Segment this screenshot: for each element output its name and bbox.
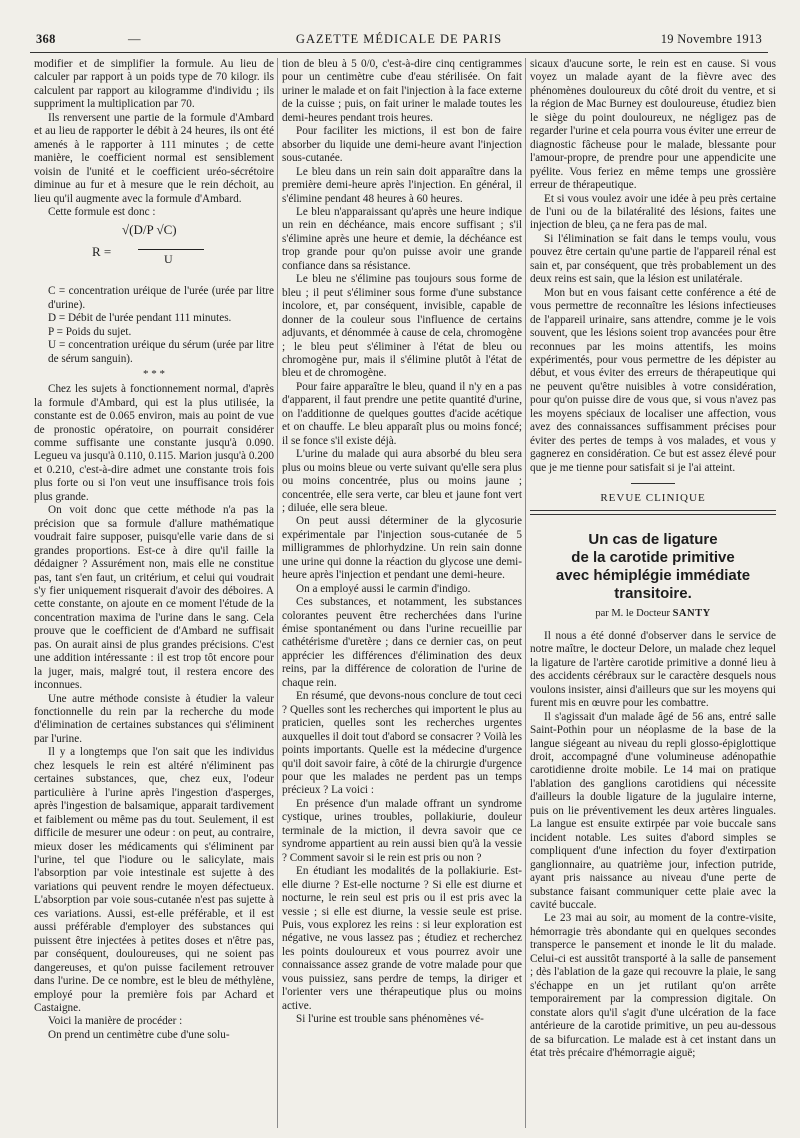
article-title [530,531,776,603]
paragraph: En étudiant les modalités de la pollakiurie. Est-elle diurne ? Est-elle nocturne ? Si elle est diurne et nocturne, le rein seul est pris ou il est pris avec la vessie ; si elle est diurne, la vessie seule est prise. Puis, vous explorez les reins : si leur exploration est négative, ne vous lassez pas ; étudiez et recherchez les points douloureux et vous pourrez avoir une connaissance assez grande de votre malade pour que vous puissiez, sans perdre de temps, la diriger et l'orienter vers une thérapeutique plus ou moins active. [282,865,522,1012]
paragraph: Mon but en vous faisant cette conférence a été de vous permettre de reconnaître les lésions infectieuses de l'appareil urinaire, sans attendre, comme je le vois souvent, que les lésions soient trop avancées pour être reconnues par les moins attentifs, les moins expérimentés, pour vous permettre de les dépister au début, et vous éviter des erreurs de thérapeutique qui ne peuvent qu'être nuisibles à votre considération, pour qu'on puisse dire de vous que, si vous n'avez pas les moyens spéciaux de localiser une affection, vous avez des connaissances suffisamment précises pour éviter des pertes de temps à vos malades, et vous y gagnerez en considération. Ce but est assez élevé pour que je me tienne pour satisfait si je l'ai atteint. [530,286,776,474]
paragraph: Pour faciliter les mictions, il est bon de faire absorber du liquide une demi-heure avant l'injection sous-cutanée. [282,125,522,165]
paragraph: Le bleu ne s'élimine pas toujours sous forme de bleu ; il peut s'éliminer sous forme d'une substance incolore, et, par conséquent, invisible, capable de donner de la couleur sous l'influence de certains adjuvants, et dénommée à cause de cela, chromogène ; le bleu peut s'éliminer à l'état de bleu ou chromogène pur, mais il s'élimine plutôt à l'état de bleu et de chromogène. [282,273,522,380]
formula-numerator: √(D/P √C) [122,222,177,238]
formula [34,223,274,279]
column-divider [525,58,526,1128]
article-title-line: Un cas de ligature [588,530,718,548]
paragraph: Le bleu dans un rein sain doit apparaître dans la première demi-heure après l'injection. En général, il s'élimine pendant 48 heures à 60 heures. [282,165,522,205]
double-rule [530,510,776,515]
paragraph: Une autre méthode consiste à étudier la valeur fonctionnelle du rein par la recherche du mode d'élimination de certaines substances qui s'éliminent par l'urine. [34,692,274,745]
paragraph: Le bleu n'apparaissant qu'après une heure indique un rein en déchéance, mais encore suffisant ; s'il s'élimine après une heure et demie, la déchéance est trop grande pour qu'on puisse avoir une grande confiance dans sa résistance. [282,205,522,272]
paragraph: Il s'agissait d'un malade âgé de 56 ans, entré salle Saint-Pothin pour un néoplasme de la base de la langue siégeant au niveau du repli glosso-épiglottique droit, accompagné d'une volumineuse adénopathie carotidienne droite mobile. Le 14 mai on pratique l'ablation des ganglions carotidiens qui nécessite d'ailleurs la double ligature de la jugulaire interne, puis on lie préventivement les deux artères linguales. La langue est ensuite extirpée par voie buccale sans incident notable. Les suites d'abord simples se compliquent d'une infection du foyer d'extirpation ganglionnaire, au quatrième jour, infection putride, ayant pris naissance au niveau d'une perte de substance faisant communiquer cette plaie avec la cavité buccale. [530,710,776,912]
header-rule [30,52,768,53]
column-1 [34,58,274,1128]
definition: D = Débit de l'urée pendant 111 minutes. [48,312,232,325]
paragraph: Il nous a été donné d'observer dans le service de notre maître, le docteur Delore, un malade chez lequel la ligature de l'artère carotide primitive a donné lieu à des accidents cérébraux sur le caractère desquels nous voulons insister, ainsi d'ailleurs que sur les moyens qui furent mis en œuvre pour les combattre. [530,629,776,710]
formula-lhs: R = [92,244,112,260]
paragraph: Si l'urine est trouble sans phénomènes vé- [296,1013,484,1026]
paragraph: tion de bleu à 5 0/0, c'est-à-dire cinq centigrammes pour un centimètre cube d'eau stérilisée. On fait uriner le malade et on fait l'injection à la face externe de la cuisse ; puis, on fait uriner le malade toutes les demi-heures pendant trois heures. [282,58,522,124]
byline-prefix: par M. le Docteur [595,607,670,619]
column-3 [530,58,776,1128]
section-heading: REVUE CLINIQUE [600,492,706,505]
paragraph: On voit donc que cette méthode n'a pas la précision que sa formule d'allure mathématique voudrait faire supposer, puisqu'elle varie dans de si grandes proportions. Est-ce à dire qu'il faille la dédaigner ? Assurément non, mais elle ne constitue pas, tant s'en faut, un critérium, et celui qui voudrait s'y fier uniquement risquerait d'avoir des déboires. A cette constante, on ajoute en ce moment l'étude de la concentration maxima de l'urine dans le sang. Cela prouve que le coefficient de d'Ambard ne suffisait pas. On aurait ainsi de plus grandes précisions. C'est une addition intéressante : il est trop tôt encore pour la juger, mais, malgré tout, il restera encore des inconnues. [34,504,274,692]
header-dash: — [128,32,141,46]
paragraph: On peut aussi déterminer de la glycosurie expérimentale par l'injection sous-cutanée de 5 milligrammes de phlorhydzine. Un rein sain donne une urine qui donne la réaction du glycose une demi-heure après l'injection et pendant une demi-heure. [282,515,522,582]
definitions [34,285,274,366]
definition: U = concentration uréique du sérum (urée par litre de sérum sanguin). [48,339,274,365]
definition: C = concentration uréique de l'urée (urée par litre d'urine). [48,285,274,311]
fraction-bar [138,249,204,250]
paragraph: En résumé, que devons-nous conclure de tout ceci ? Quelles sont les recherches qui importent le plus au praticien, quelles sont les recherches urgentes auxquelles il doit tout d'abord se consacrer ? Voilà les points importants. Quelle est la médecine d'urgence qu'il doit savoir faire, à côté de la chirurgie d'urgence pour que les malades ne perdent pas un temps précieux ? La voici : [282,690,522,797]
paragraph: L'urine du malade qui aura absorbé du bleu sera plus ou moins bleue ou verte suivant qu'elle sera plus ou moins concentrée, plus ou moins jaune ; concentrée, elle sera verte, car bleu et jaune font vert ; diluée, elle sera bleue. [282,448,522,514]
separator-rule [631,483,675,484]
issue-date: 19 Novembre 1913 [660,32,762,46]
paragraph: Voici la manière de procéder : [48,1015,183,1028]
paragraph: Cette formule est donc : [48,205,156,218]
author-name: SANTY [672,607,711,619]
page-number: 368 [36,32,56,46]
paragraph: Chez les sujets à fonctionnement normal, d'après la formule d'Ambard, qui est la plus utilisée, la constante est de 0.065 environ, mais au point de vue de pronostic opératoire, on pourrait considérer comme suffisante une constante jusqu'à 0.090. Legueu va jusqu'à 0.110, 0.115. Marion jusqu'à 0.200 et 0.210, c'est-à-dire admet une constante trois fois plus forte ou si l'on veut une insuffisance trois fois plus grande. [34,383,274,503]
paragraph: Il y a longtemps que l'on sait que les individus chez lesquels le rein est altéré n'éliminent pas certaines substances, que, chez eux, l'odeur particulière à l'urine après l'ingestion d'asperges, après l'ingestion de balsamique, apparait tardivement et faiblement ou même pas du tout. Seulement, il est difficile de mesurer une odeur : on peut, au contraire, mieux doser les médicaments qui s'éliminent par l'urine, tel que l'iodure ou le salicylate, mais l'absorption par voie intestinale est sujette à des variations qui peuvent rendre le moyen défectueux. L'absorption par voie sous-cutanée n'est pas sujette à ces variations. Aussi, est-elle préférable, et il est aussi préférable d'employer des substances qui puissent être injectées à petites doses et n'être pas, par conséquent, douloureuses, qui ne soient pas dangereuses, et qu'on puisse facilement retrouver dans l'urine. De ce nombre, est le bleu de méthylène, employé pour la première fois par Achard et Castaigne. [34,746,274,1014]
byline [530,607,776,620]
definition: P = Poids du sujet. [48,325,132,338]
page-header [36,28,762,50]
paragraph: Si l'élimination se fait dans le temps voulu, vous pouvez être certain qu'une partie de l'appareil rénal est sain et, par conséquent, que très probablement un des deux reins est sain, que la lésion est unilatérale. [530,232,776,286]
paragraph: En présence d'un malade offrant un syndrome cystique, urines troubles, pollakiurie, douleur terminale de la miction, il devra savoir que ce syndrome appartient au rein aussi bien qu'à la vessie ? Comment savoir si le rein est pris ou non ? [282,797,522,864]
paragraph: Ces substances, et notamment, les substances colorantes peuvent être recherchées dans l'urine émise spontanément ou dans l'urine recueillie par cathétérisme d'uretère ; dans ce dernier cas, on peut apprécier les différences d'élimination des deux reins, par la différence de coloration de l'urine de chaque rein. [282,596,522,689]
paragraph: Ils renversent une partie de la formule d'Ambard et au lieu de rapporter le débit à 24 heures, ils ont été amenés à le rapporter à 111 minutes ; de cette manière, le coefficient normal est sensiblement voisin de l'unité et le coefficient uréo-sécrétoire diminue au fur et à mesure que le rein déchoit, au lieu qu'il augmente avec la formule d'Ambard. [34,111,274,205]
section-stars: * * * [143,368,165,381]
paragraph: modifier et de simplifier la formule. Au lieu de calculer par rapport à un poids type de 70 kilogr. ils calculent par rapport au kilogramme d'individu ; ils suppriment la multiplication par 70. [34,58,274,111]
paragraph: Pour faire apparaître le bleu, quand il n'y en a pas d'apparent, il faut prendre une petite quantité d'urine, on l'additionne de quelques gouttes d'acide acétique et on chauffe. Le bleu apparaît plus ou moins foncé; il se fonce s'il existe déjà. [282,380,522,447]
journal-title: GAZETTE MÉDICALE DE PARIS [295,32,503,46]
paragraph: Le 23 mai au soir, au moment de la contre-visite, hémorragie très abondante qui en quelques secondes transperce le pansement et inonde le lit du malade. Celui-ci est aussitôt transporté à la salle de pansement ; dès l'ablation de la gaze qui recouvre la plaie, le sang s'échappe en un jet rutilant qu'on arrête temporairement par la compression digitale. On constate alors qu'il s'agit d'une ulcération de la face antérieure de la carotide primitive, un peu au-dessous de sa bifurcation. Le malade est à cet instant dans un état très précaire d'hémorragie aiguë; [530,912,776,1059]
paragraph: sicaux d'aucune sorte, le rein est en cause. Si vous voyez un malade ayant de la fièvre avec des phénomènes douloureux du côté droit du ventre, et si la région de Mac Burney est douloureuse, étudiez bien le siège du point douloureux, ne négligez pas de regarder l'urine et cela pourra vous éviter une erreur de diagnostic fâcheuse pour le malade, blessante pour l'amour-propre, de prendre pour une appendicite une pyélite. Vous feriez en même temps une grossière erreur de thérapeutique. [530,58,776,192]
article-title-line: avec hémiplégie immédiate transitoire. [555,566,751,602]
column-divider [277,58,278,1128]
paragraph: On prend un centimètre cube d'une solu- [48,1028,230,1041]
article-title-line: de la carotide primitive [571,548,735,566]
column-2 [282,58,522,1128]
paragraph: On a employé aussi le carmin d'indigo. [296,582,471,595]
formula-denominator: U [164,252,173,267]
paragraph: Et si vous voulez avoir une idée à peu près certaine de l'uni ou de la bilatéralité des lésions, faites une injection de bleu, ça ne fera pas de mal. [530,192,776,232]
